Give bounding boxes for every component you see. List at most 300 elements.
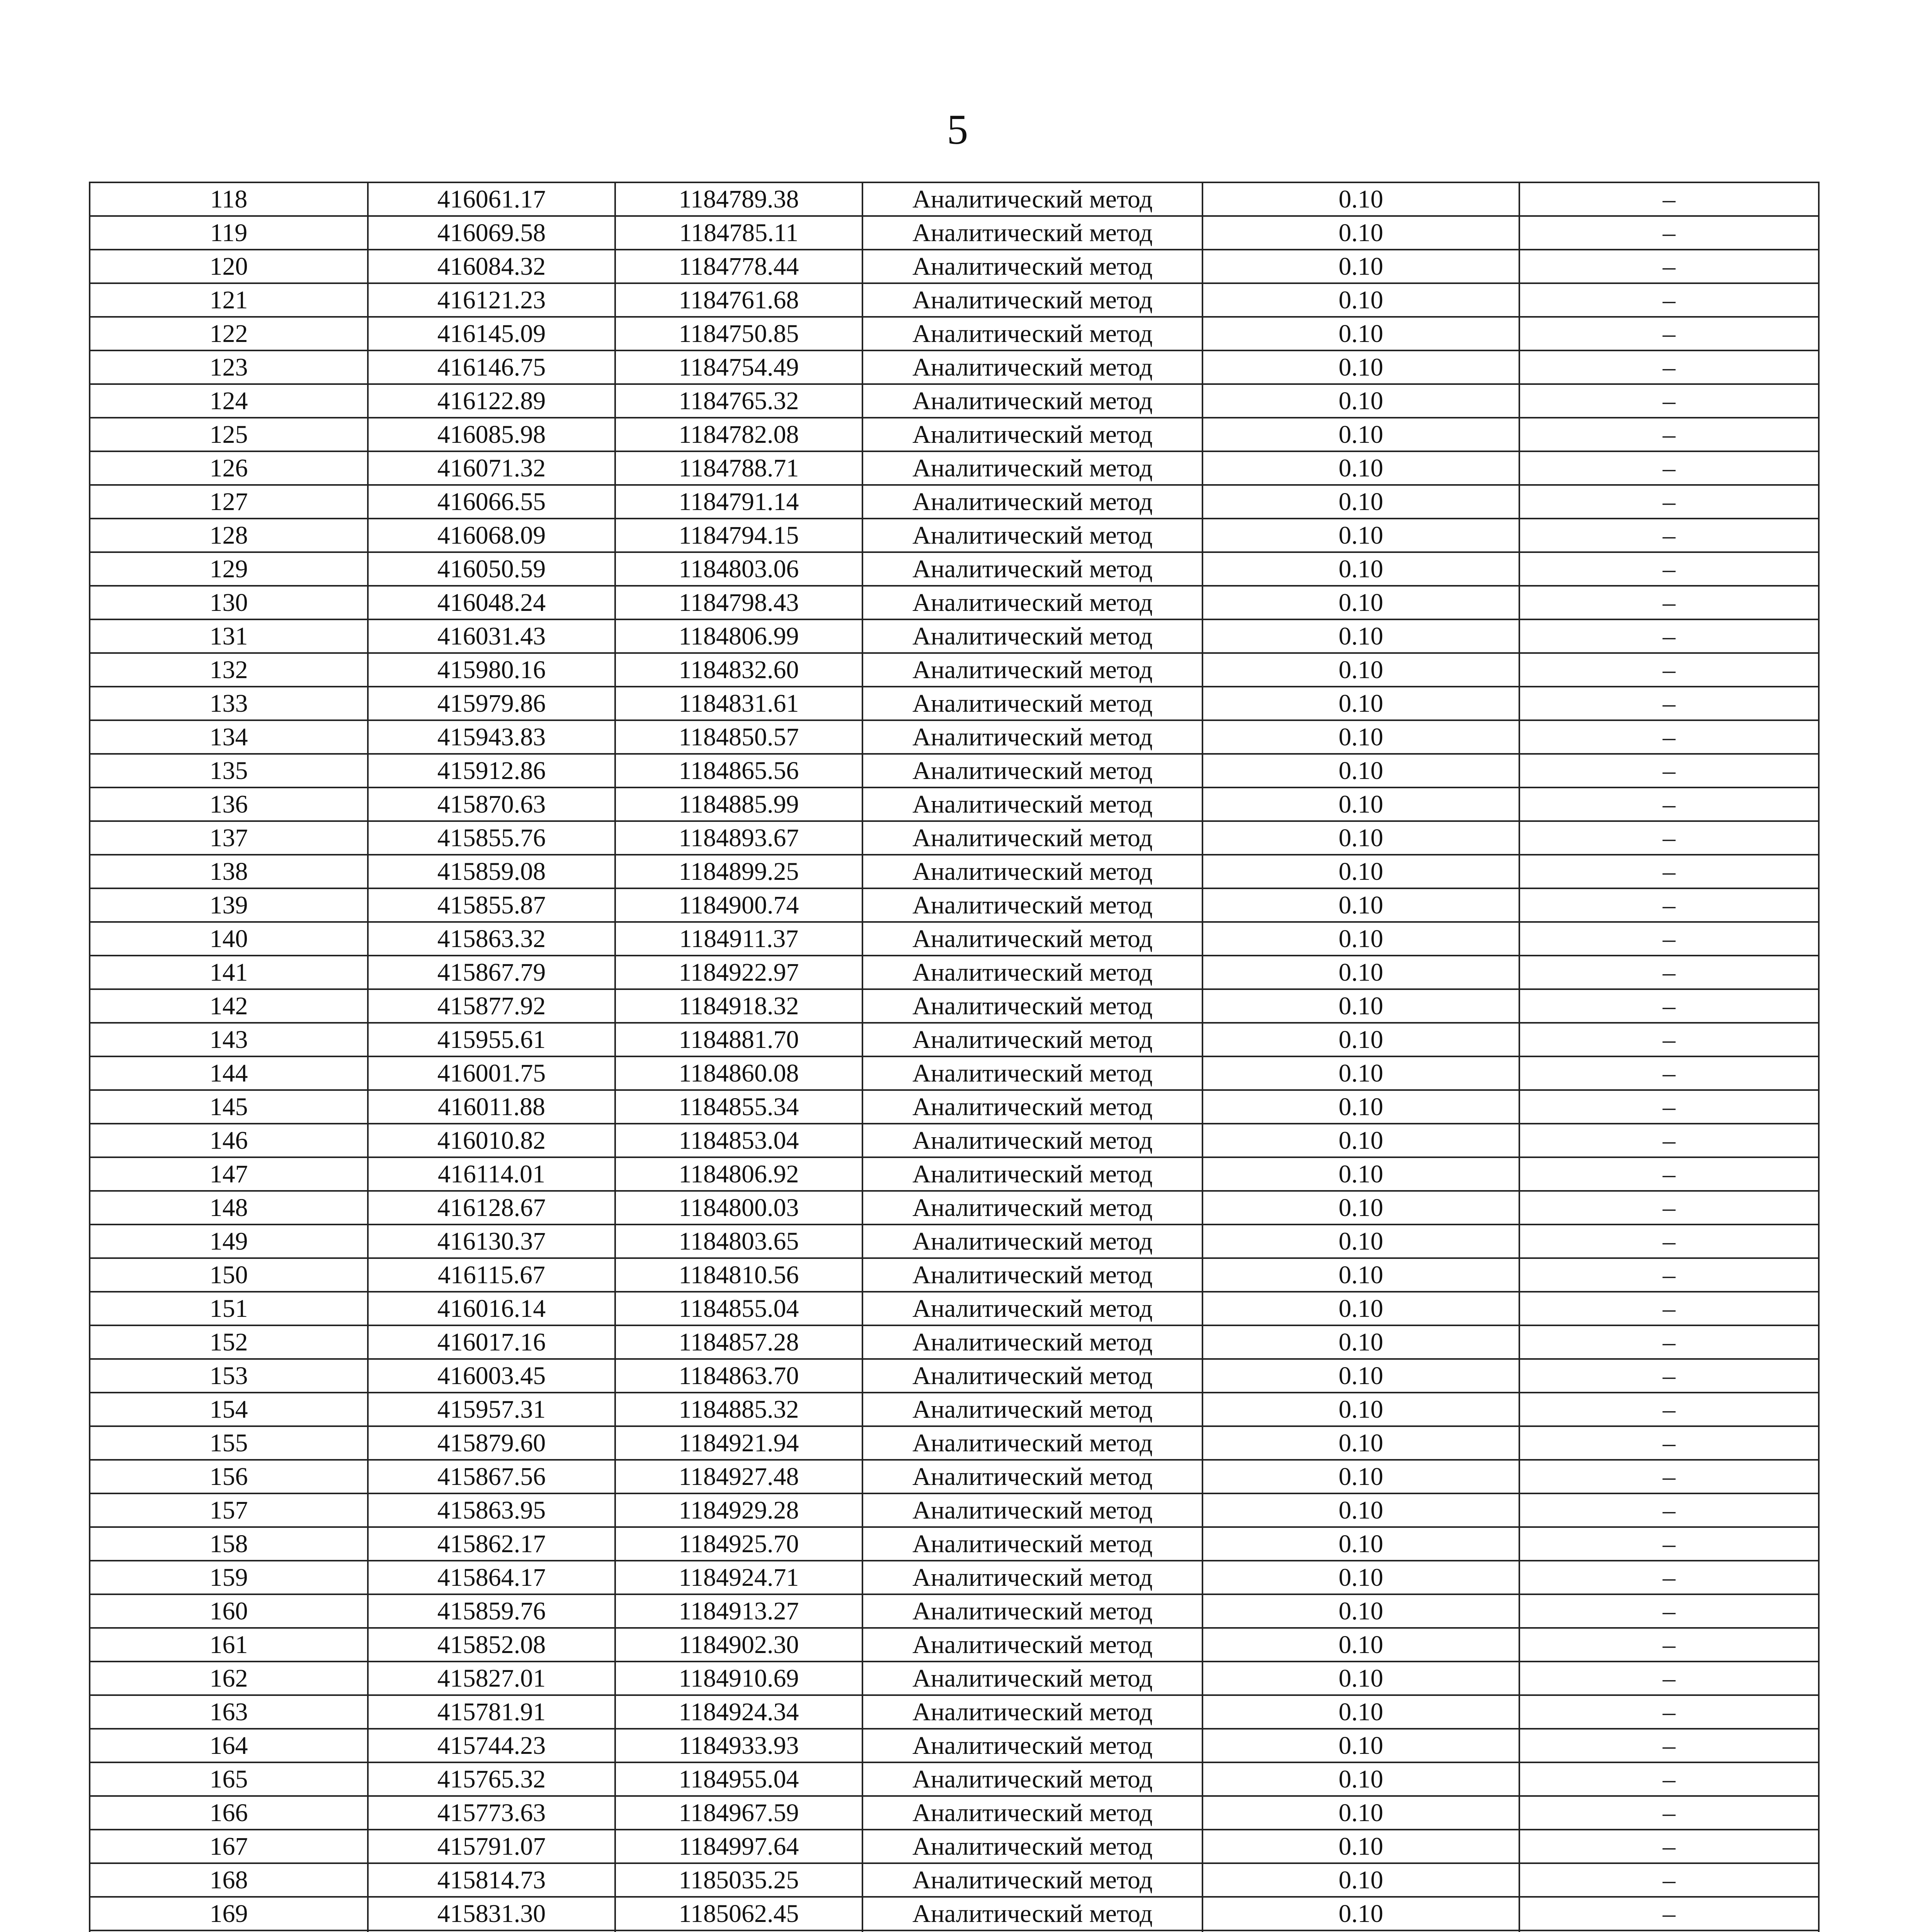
method-cell: Аналитический метод	[862, 317, 1202, 350]
method-cell: Аналитический метод	[862, 250, 1202, 283]
method-cell: Аналитический метод	[862, 1292, 1202, 1325]
point-number-cell: 127	[90, 485, 368, 519]
method-cell: Аналитический метод	[862, 1796, 1202, 1830]
method-cell: Аналитический метод	[862, 283, 1202, 317]
y-coordinate-cell: 1184761.68	[615, 283, 862, 317]
description-cell: –	[1519, 1191, 1819, 1225]
y-coordinate-cell: 1184798.43	[615, 586, 862, 619]
description-cell: –	[1519, 350, 1819, 384]
table-row	[90, 317, 1819, 350]
table-row	[90, 1662, 1819, 1695]
y-coordinate-cell: 1184900.74	[615, 888, 862, 922]
point-number-cell: 160	[90, 1594, 368, 1628]
x-coordinate-cell: 416085.98	[368, 418, 615, 451]
accuracy-cell: 0.10	[1202, 1023, 1519, 1056]
method-cell: Аналитический метод	[862, 350, 1202, 384]
x-coordinate-cell: 416146.75	[368, 350, 615, 384]
point-number-cell: 168	[90, 1863, 368, 1897]
table-row	[90, 855, 1819, 888]
x-coordinate-cell: 415781.91	[368, 1695, 615, 1729]
table-row	[90, 1594, 1819, 1628]
accuracy-cell: 0.10	[1202, 1325, 1519, 1359]
table-row	[90, 1930, 1819, 1932]
accuracy-cell: 0.10	[1202, 1056, 1519, 1090]
accuracy-cell: 0.10	[1202, 989, 1519, 1023]
table-row	[90, 182, 1819, 216]
method-cell: Аналитический метод	[862, 1460, 1202, 1493]
table-row	[90, 1561, 1819, 1594]
y-coordinate-cell: 1184885.32	[615, 1393, 862, 1426]
method-cell: Аналитический метод	[862, 1897, 1202, 1930]
point-number-cell: 140	[90, 922, 368, 956]
point-number-cell: 141	[90, 956, 368, 989]
accuracy-cell: 0.10	[1202, 586, 1519, 619]
x-coordinate-cell: 416010.82	[368, 1124, 615, 1157]
table-row	[90, 787, 1819, 821]
method-cell: Аналитический метод	[862, 787, 1202, 821]
accuracy-cell: 0.10	[1202, 451, 1519, 485]
table-row	[90, 1393, 1819, 1426]
x-coordinate-cell: 415979.86	[368, 687, 615, 720]
y-coordinate-cell: 1184893.67	[615, 821, 862, 855]
x-coordinate-cell: 416121.23	[368, 283, 615, 317]
accuracy-cell: 0.10	[1202, 283, 1519, 317]
accuracy-cell: 0.10	[1202, 1191, 1519, 1225]
x-coordinate-cell: 416061.17	[368, 182, 615, 216]
y-coordinate-cell: 1184789.38	[615, 182, 862, 216]
description-cell: –	[1519, 754, 1819, 787]
accuracy-cell: 0.10	[1202, 1662, 1519, 1695]
point-number-cell: 167	[90, 1830, 368, 1863]
y-coordinate-cell: 1184853.04	[615, 1124, 862, 1157]
method-cell: Аналитический метод	[862, 922, 1202, 956]
accuracy-cell: 0.10	[1202, 1090, 1519, 1124]
point-number-cell: 164	[90, 1729, 368, 1762]
y-coordinate-cell: 1184922.97	[615, 956, 862, 989]
y-coordinate-cell: 1184831.61	[615, 687, 862, 720]
y-coordinate-cell: 1184918.32	[615, 989, 862, 1023]
point-number-cell: 148	[90, 1191, 368, 1225]
x-coordinate-cell: 416114.01	[368, 1157, 615, 1191]
method-cell: Аналитический метод	[862, 1023, 1202, 1056]
x-coordinate-cell: 416128.67	[368, 1191, 615, 1225]
point-number-cell: 135	[90, 754, 368, 787]
point-number-cell: 118	[90, 182, 368, 216]
method-cell: Аналитический метод	[862, 1594, 1202, 1628]
method-cell: Аналитический метод	[862, 485, 1202, 519]
method-cell: Аналитический метод	[862, 216, 1202, 250]
accuracy-cell: 0.10	[1202, 619, 1519, 653]
description-cell: –	[1519, 1023, 1819, 1056]
point-number-cell: 119	[90, 216, 368, 250]
point-number-cell: 134	[90, 720, 368, 754]
accuracy-cell: 0.10	[1202, 1729, 1519, 1762]
table-row	[90, 1124, 1819, 1157]
description-cell: –	[1519, 922, 1819, 956]
x-coordinate-cell: 416115.67	[368, 1258, 615, 1292]
method-cell: Аналитический метод	[862, 1662, 1202, 1695]
x-coordinate-cell: 415879.60	[368, 1426, 615, 1460]
y-coordinate-cell: 1184750.85	[615, 317, 862, 350]
x-coordinate-cell: 416017.16	[368, 1325, 615, 1359]
table-row	[90, 922, 1819, 956]
description-cell: –	[1519, 485, 1819, 519]
description-cell: –	[1519, 317, 1819, 350]
method-cell: Аналитический метод	[862, 384, 1202, 418]
y-coordinate-cell: 1184857.28	[615, 1325, 862, 1359]
accuracy-cell: 0.10	[1202, 1594, 1519, 1628]
y-coordinate-cell: 1184911.37	[615, 922, 862, 956]
method-cell: Аналитический метод	[862, 653, 1202, 687]
point-number-cell: 149	[90, 1225, 368, 1258]
method-cell: Аналитический метод	[862, 451, 1202, 485]
accuracy-cell	[1202, 1930, 1519, 1932]
method-cell: Аналитический метод	[862, 1393, 1202, 1426]
y-coordinate-cell: 1184855.34	[615, 1090, 862, 1124]
point-number-cell: 144	[90, 1056, 368, 1090]
method-cell: Аналитический метод	[862, 1191, 1202, 1225]
table-row	[90, 451, 1819, 485]
y-coordinate-cell: 1184885.99	[615, 787, 862, 821]
x-coordinate-cell: 415852.08	[368, 1628, 615, 1662]
x-coordinate-cell: 415870.63	[368, 787, 615, 821]
accuracy-cell: 0.10	[1202, 1897, 1519, 1930]
table-row	[90, 1023, 1819, 1056]
description-cell: –	[1519, 1157, 1819, 1191]
point-number-cell: 136	[90, 787, 368, 821]
x-coordinate-cell: 416069.58	[368, 216, 615, 250]
accuracy-cell: 0.10	[1202, 1258, 1519, 1292]
y-coordinate-cell: 1184832.60	[615, 653, 862, 687]
accuracy-cell: 0.10	[1202, 552, 1519, 586]
method-cell: Аналитический метод	[862, 989, 1202, 1023]
method-cell: Аналитический метод	[862, 1628, 1202, 1662]
point-number-cell: 143	[90, 1023, 368, 1056]
y-coordinate-cell: 1184806.92	[615, 1157, 862, 1191]
accuracy-cell: 0.10	[1202, 418, 1519, 451]
method-cell: Аналитический метод	[862, 888, 1202, 922]
x-coordinate-cell: 416084.32	[368, 250, 615, 283]
accuracy-cell: 0.10	[1202, 1124, 1519, 1157]
description-cell: –	[1519, 1056, 1819, 1090]
description-cell: –	[1519, 619, 1819, 653]
method-cell: Аналитический метод	[862, 1830, 1202, 1863]
accuracy-cell: 0.10	[1202, 888, 1519, 922]
x-coordinate-cell: 415855.76	[368, 821, 615, 855]
table-row	[90, 1762, 1819, 1796]
description-cell: –	[1519, 1628, 1819, 1662]
accuracy-cell: 0.10	[1202, 1426, 1519, 1460]
description-cell: –	[1519, 1124, 1819, 1157]
method-cell: Аналитический метод	[862, 1225, 1202, 1258]
method-cell	[862, 1930, 1202, 1932]
y-coordinate-cell: 1184902.30	[615, 1628, 862, 1662]
accuracy-cell: 0.10	[1202, 1292, 1519, 1325]
method-cell: Аналитический метод	[862, 956, 1202, 989]
table-row	[90, 485, 1819, 519]
method-cell: Аналитический метод	[862, 1325, 1202, 1359]
point-number-cell: 145	[90, 1090, 368, 1124]
y-coordinate-cell: 1184899.25	[615, 855, 862, 888]
accuracy-cell: 0.10	[1202, 1493, 1519, 1527]
y-coordinate-cell: 1184794.15	[615, 519, 862, 552]
accuracy-cell: 0.10	[1202, 855, 1519, 888]
method-cell: Аналитический метод	[862, 720, 1202, 754]
table-row	[90, 1830, 1819, 1863]
table-row	[90, 1628, 1819, 1662]
x-coordinate-cell: 415867.79	[368, 956, 615, 989]
x-coordinate-cell: 415827.01	[368, 1662, 615, 1695]
y-coordinate-cell: 1184778.44	[615, 250, 862, 283]
table-row	[90, 1426, 1819, 1460]
table-row	[90, 552, 1819, 586]
x-coordinate-cell: 416011.88	[368, 1090, 615, 1124]
point-number-cell: 123	[90, 350, 368, 384]
method-cell: Аналитический метод	[862, 1426, 1202, 1460]
accuracy-cell: 0.10	[1202, 956, 1519, 989]
point-number-cell	[90, 1930, 368, 1932]
accuracy-cell: 0.10	[1202, 317, 1519, 350]
accuracy-cell: 0.10	[1202, 250, 1519, 283]
x-coordinate-cell: 415877.92	[368, 989, 615, 1023]
y-coordinate-cell: 1184782.08	[615, 418, 862, 451]
method-cell: Аналитический метод	[862, 754, 1202, 787]
y-coordinate-cell: 1184913.27	[615, 1594, 862, 1628]
y-coordinate-cell: 1184933.93	[615, 1729, 862, 1762]
description-cell: –	[1519, 1729, 1819, 1762]
description-cell: –	[1519, 687, 1819, 720]
y-coordinate-cell: 1184910.69	[615, 1662, 862, 1695]
point-number-cell: 124	[90, 384, 368, 418]
point-number-cell: 157	[90, 1493, 368, 1527]
table-row	[90, 888, 1819, 922]
point-number-cell: 128	[90, 519, 368, 552]
table-row	[90, 1157, 1819, 1191]
point-number-cell: 126	[90, 451, 368, 485]
description-cell: –	[1519, 1393, 1819, 1426]
method-cell: Аналитический метод	[862, 1561, 1202, 1594]
point-number-cell: 152	[90, 1325, 368, 1359]
description-cell: –	[1519, 888, 1819, 922]
x-coordinate-cell: 416001.75	[368, 1056, 615, 1090]
table-row	[90, 384, 1819, 418]
table-row	[90, 216, 1819, 250]
accuracy-cell: 0.10	[1202, 1863, 1519, 1897]
x-coordinate-cell: 415859.08	[368, 855, 615, 888]
point-number-cell: 163	[90, 1695, 368, 1729]
table-row	[90, 1897, 1819, 1930]
x-coordinate-cell: 415831.30	[368, 1897, 615, 1930]
y-coordinate-cell: 1184803.06	[615, 552, 862, 586]
table-row	[90, 989, 1819, 1023]
description-cell: –	[1519, 1695, 1819, 1729]
description-cell: –	[1519, 1292, 1819, 1325]
method-cell: Аналитический метод	[862, 1762, 1202, 1796]
y-coordinate-cell: 1184967.59	[615, 1796, 862, 1830]
accuracy-cell: 0.10	[1202, 687, 1519, 720]
point-number-cell: 154	[90, 1393, 368, 1426]
accuracy-cell: 0.10	[1202, 350, 1519, 384]
description-cell: –	[1519, 989, 1819, 1023]
x-coordinate-cell: 415912.86	[368, 754, 615, 787]
table-row	[90, 1225, 1819, 1258]
x-coordinate-cell: 415859.76	[368, 1594, 615, 1628]
x-coordinate-cell: 415863.32	[368, 922, 615, 956]
point-number-cell: 129	[90, 552, 368, 586]
description-cell: –	[1519, 1359, 1819, 1393]
table-row	[90, 619, 1819, 653]
description-cell: –	[1519, 1594, 1819, 1628]
point-number-cell: 142	[90, 989, 368, 1023]
y-coordinate-cell: 1184855.04	[615, 1292, 862, 1325]
table-row	[90, 821, 1819, 855]
accuracy-cell: 0.10	[1202, 1695, 1519, 1729]
table-row	[90, 1863, 1819, 1897]
point-number-cell: 120	[90, 250, 368, 283]
method-cell: Аналитический метод	[862, 1124, 1202, 1157]
accuracy-cell: 0.10	[1202, 384, 1519, 418]
y-coordinate-cell: 1184860.08	[615, 1056, 862, 1090]
x-coordinate-cell: 415791.07	[368, 1830, 615, 1863]
accuracy-cell: 0.10	[1202, 821, 1519, 855]
accuracy-cell: 0.10	[1202, 1393, 1519, 1426]
point-number-cell: 146	[90, 1124, 368, 1157]
description-cell: –	[1519, 1527, 1819, 1561]
description-cell: –	[1519, 586, 1819, 619]
description-cell: –	[1519, 821, 1819, 855]
point-number-cell: 133	[90, 687, 368, 720]
table-row	[90, 1191, 1819, 1225]
method-cell: Аналитический метод	[862, 1157, 1202, 1191]
method-cell: Аналитический метод	[862, 1359, 1202, 1393]
description-cell: –	[1519, 1460, 1819, 1493]
description-cell: –	[1519, 855, 1819, 888]
method-cell: Аналитический метод	[862, 182, 1202, 216]
description-cell: –	[1519, 552, 1819, 586]
method-cell: Аналитический метод	[862, 586, 1202, 619]
accuracy-cell: 0.10	[1202, 653, 1519, 687]
y-coordinate-cell: 1184765.32	[615, 384, 862, 418]
y-coordinate-cell: 1184865.56	[615, 754, 862, 787]
y-coordinate-cell: 1184927.48	[615, 1460, 862, 1493]
point-number-cell: 161	[90, 1628, 368, 1662]
point-number-cell: 158	[90, 1527, 368, 1561]
x-coordinate-cell: 415863.95	[368, 1493, 615, 1527]
point-number-cell: 125	[90, 418, 368, 451]
table-row	[90, 283, 1819, 317]
table-row	[90, 1359, 1819, 1393]
accuracy-cell: 0.10	[1202, 1359, 1519, 1393]
point-number-cell: 138	[90, 855, 368, 888]
y-coordinate-cell: 1184754.49	[615, 350, 862, 384]
point-number-cell: 139	[90, 888, 368, 922]
description-cell: –	[1519, 182, 1819, 216]
method-cell: Аналитический метод	[862, 1056, 1202, 1090]
table-row	[90, 1527, 1819, 1561]
x-coordinate-cell	[368, 1930, 615, 1932]
description-cell: –	[1519, 1561, 1819, 1594]
description-cell: –	[1519, 956, 1819, 989]
x-coordinate-cell: 416066.55	[368, 485, 615, 519]
method-cell: Аналитический метод	[862, 552, 1202, 586]
x-coordinate-cell: 415855.87	[368, 888, 615, 922]
x-coordinate-cell: 416016.14	[368, 1292, 615, 1325]
y-coordinate-cell: 1184806.99	[615, 619, 862, 653]
accuracy-cell: 0.10	[1202, 720, 1519, 754]
description-cell: –	[1519, 1796, 1819, 1830]
x-coordinate-cell: 416031.43	[368, 619, 615, 653]
table-row	[90, 653, 1819, 687]
x-coordinate-cell: 416122.89	[368, 384, 615, 418]
x-coordinate-cell: 416071.32	[368, 451, 615, 485]
point-number-cell: 147	[90, 1157, 368, 1191]
y-coordinate-cell: 1184850.57	[615, 720, 862, 754]
point-number-cell: 121	[90, 283, 368, 317]
accuracy-cell: 0.10	[1202, 485, 1519, 519]
description-cell: –	[1519, 519, 1819, 552]
accuracy-cell: 0.10	[1202, 754, 1519, 787]
description-cell: –	[1519, 787, 1819, 821]
y-coordinate-cell: 1184921.94	[615, 1426, 862, 1460]
table-row	[90, 418, 1819, 451]
y-coordinate-cell: 1184863.70	[615, 1359, 862, 1393]
table-row	[90, 1292, 1819, 1325]
point-number-cell: 132	[90, 653, 368, 687]
method-cell: Аналитический метод	[862, 1527, 1202, 1561]
y-coordinate-cell: 1184800.03	[615, 1191, 862, 1225]
table-row	[90, 586, 1819, 619]
description-cell: –	[1519, 451, 1819, 485]
y-coordinate-cell: 1184788.71	[615, 451, 862, 485]
y-coordinate-cell: 1184810.56	[615, 1258, 862, 1292]
description-cell: –	[1519, 1090, 1819, 1124]
accuracy-cell: 0.10	[1202, 1157, 1519, 1191]
method-cell: Аналитический метод	[862, 1090, 1202, 1124]
description-cell: –	[1519, 250, 1819, 283]
accuracy-cell: 0.10	[1202, 1830, 1519, 1863]
method-cell: Аналитический метод	[862, 1729, 1202, 1762]
point-number-cell: 156	[90, 1460, 368, 1493]
accuracy-cell: 0.10	[1202, 922, 1519, 956]
y-coordinate-cell: 1184955.04	[615, 1762, 862, 1796]
point-number-cell: 151	[90, 1292, 368, 1325]
x-coordinate-cell: 415943.83	[368, 720, 615, 754]
table-row	[90, 1695, 1819, 1729]
method-cell: Аналитический метод	[862, 519, 1202, 552]
x-coordinate-cell: 416145.09	[368, 317, 615, 350]
table-row	[90, 350, 1819, 384]
description-cell: –	[1519, 384, 1819, 418]
y-coordinate-cell: 1184997.64	[615, 1830, 862, 1863]
accuracy-cell: 0.10	[1202, 1796, 1519, 1830]
method-cell: Аналитический метод	[862, 619, 1202, 653]
table-row	[90, 1796, 1819, 1830]
accuracy-cell: 0.10	[1202, 1762, 1519, 1796]
table-row	[90, 1493, 1819, 1527]
table-row	[90, 956, 1819, 989]
description-cell: –	[1519, 1225, 1819, 1258]
x-coordinate-cell: 416050.59	[368, 552, 615, 586]
accuracy-cell: 0.10	[1202, 1225, 1519, 1258]
point-number-cell: 159	[90, 1561, 368, 1594]
point-number-cell: 122	[90, 317, 368, 350]
point-number-cell: 130	[90, 586, 368, 619]
y-coordinate-cell: 1184924.71	[615, 1561, 862, 1594]
method-cell: Аналитический метод	[862, 1695, 1202, 1729]
y-coordinate-cell: 1184785.11	[615, 216, 862, 250]
x-coordinate-cell: 416068.09	[368, 519, 615, 552]
x-coordinate-cell: 415867.56	[368, 1460, 615, 1493]
